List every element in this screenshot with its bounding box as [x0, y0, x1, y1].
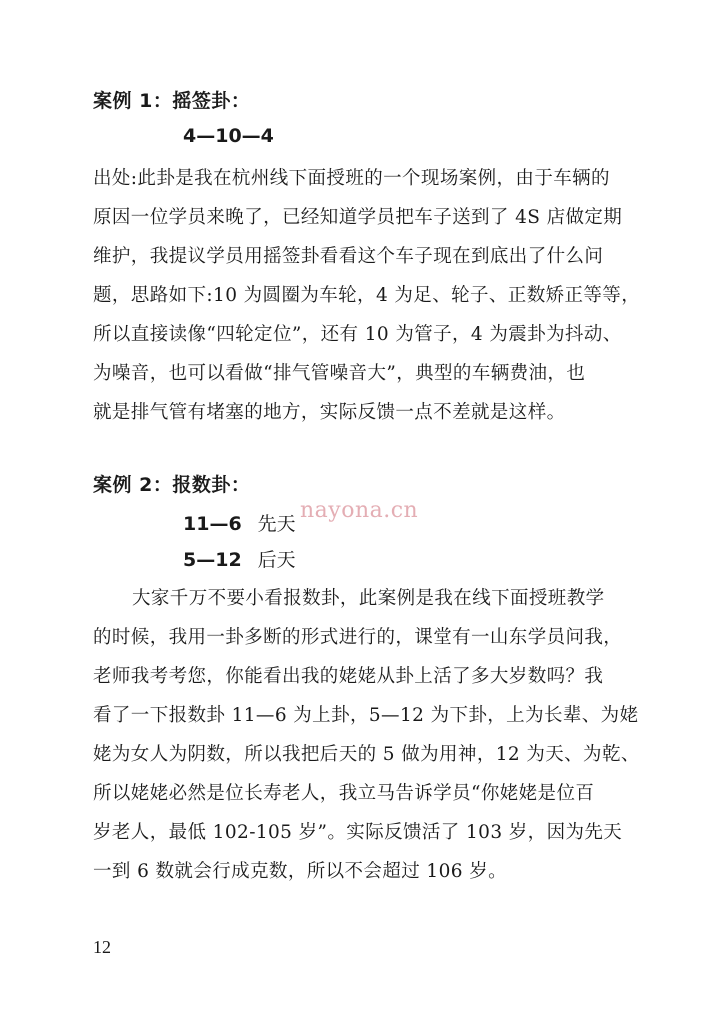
case2-line: 一到 6 数就会行成克数，所以不会超过 106 岁。: [93, 861, 508, 882]
case2-row2-numbers: 5—12: [183, 549, 242, 571]
case1-line: 为噪音，也可以看做“排气管噪音大”，典型的车辆费油，也: [93, 363, 586, 384]
case2-line: 大家千万不要小看报数卦，此案例是我在线下面授班教学: [132, 588, 605, 609]
case2-line: 老师我考考您，你能看出我的姥姥从卦上活了多大岁数吗？我: [93, 666, 604, 687]
case2-line: 的时候，我用一卦多断的形式进行的，课堂有一山东学员问我，: [93, 627, 623, 648]
case2-heading: 案例 2：报数卦：: [93, 474, 251, 496]
case1-heading: 案例 1：摇签卦：: [93, 90, 251, 112]
case1-line: 出处:此卦是我在杭州线下面授班的一个现场案例，由于车辆的: [93, 168, 610, 189]
case2-row1-numbers: 11—6: [183, 513, 242, 535]
page-number: 12: [93, 937, 111, 957]
case1-line: 就是排气管有堵塞的地方，实际反馈一点不差就是这样。: [93, 402, 566, 423]
case2-row2-label: 后天: [257, 549, 296, 571]
case2-line: 看了一下报数卦 11—6 为上卦，5—12 为下卦，上为长辈、为姥: [93, 705, 639, 726]
case1-line: 原因一位学员来晚了，已经知道学员把车子送到了 4S 店做定期: [93, 207, 623, 228]
case2-line: 所以姥姥必然是位长寿老人，我立马告诉学员“你姥姥是位百: [93, 783, 595, 804]
case2-row1: [183, 509, 296, 536]
case2-line: 岁老人，最低 102-105 岁”。实际反馈活了 103 岁，因为先天: [93, 822, 623, 843]
case1-line: 所以直接读像“四轮定位”，还有 10 为管子，4 为震卦为抖动、: [93, 324, 622, 345]
case2-line: 姥为女人为阴数，所以我把后天的 5 做为用神，12 为天、为乾、: [93, 744, 640, 765]
case1-numbers: 4—10—4: [183, 125, 274, 147]
case2-row2: [183, 545, 296, 572]
case1-line: 题，思路如下:10 为圆圈为车轮，4 为足、轮子、正数矫正等等，: [93, 285, 641, 306]
watermark: nayona.cn: [300, 498, 419, 523]
case1-line: 维护，我提议学员用摇签卦看看这个车子现在到底出了什么问: [93, 246, 604, 267]
case2-row1-label: 先天: [257, 513, 296, 535]
